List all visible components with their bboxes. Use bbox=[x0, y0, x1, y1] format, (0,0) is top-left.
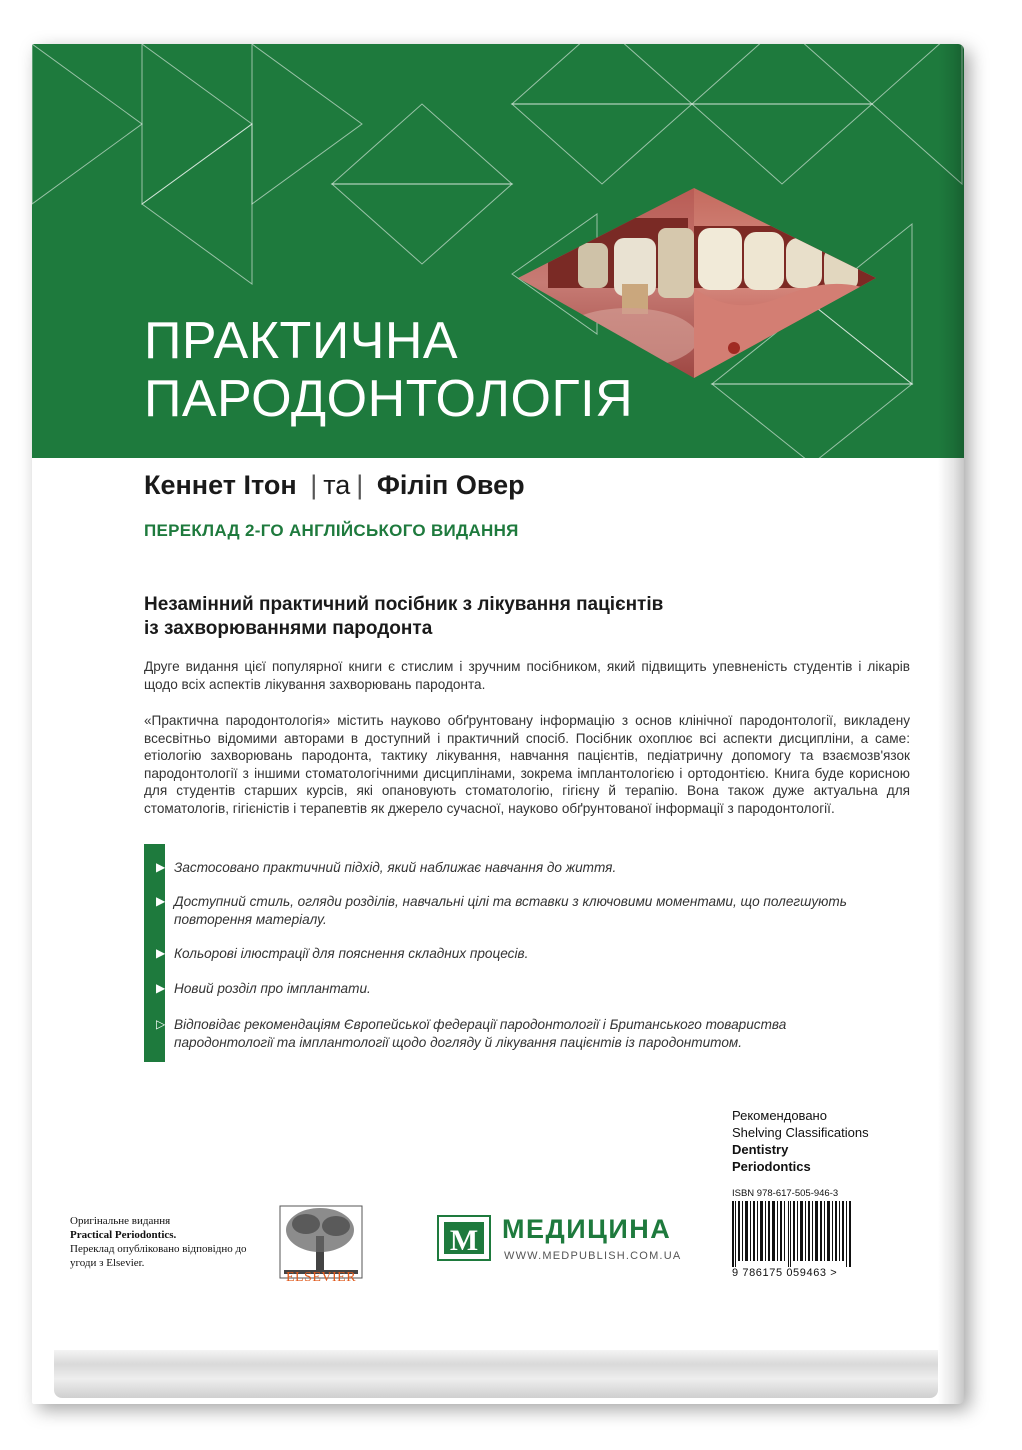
elsevier-name: ELSEVIER bbox=[285, 1270, 357, 1285]
barcode-digits: 9 786175 059463 > bbox=[732, 1267, 838, 1279]
medytsyna-logo-icon bbox=[436, 1212, 492, 1264]
feature-text: Застосовано практичний підхід, який наближає навчання до життя. bbox=[174, 860, 617, 875]
svg-text:M: M bbox=[449, 1224, 479, 1257]
headline-line-2: із захворюваннями пародонта bbox=[144, 618, 433, 639]
isbn-label: ISBN 978-617-505-946-3 bbox=[732, 1188, 839, 1199]
feature-text: Доступний стиль, огляди розділів, навчальні цілі та вставки з ключовими моментами, що полегшують повторення матеріалу. bbox=[174, 894, 847, 927]
shelving-classifications bbox=[732, 1107, 869, 1175]
gum-photo-2 bbox=[694, 188, 876, 378]
arrow-icon: ▶ bbox=[156, 860, 166, 874]
paragraph-2: «Практична пародонтологія» містить науково обґрунтовану інформацію з основ клінічної пародонтології, викладену всесвітньо відомими авторами в доступний і практичний спосіб. Посібник охоплює всі аспекти дисципліни, а саме: етіологію захворювань пародонта, тактику лікування, навчання пацієнтів, педіатричну допомогу та взаємозв'язок пародонтології з іншими стоматологічними дисциплінами, зокрема імплантологією і ортодонтією. Книга буде корисною для студентів старших курсів, які опановують стоматологію, гігієну й терапію. Вона також дуже актуальна для стоматологів, гігієністів і терапевтів як джерело сучасної, науково обґрунтованої інформації з пародонтології. bbox=[144, 713, 910, 816]
edition-subtitle: ПЕРЕКЛАД 2-ГО АНГЛІЙСЬКОГО ВИДАННЯ bbox=[144, 521, 519, 540]
feature-text: Новий розділ про імплантати. bbox=[174, 981, 371, 996]
orig-line-3: Переклад опубліковано відповідно до угоди з Elsevier. bbox=[70, 1243, 247, 1269]
feature-text: Відповідає рекомендаціям Європейської федерації пародонтології і Британського товариства пародонтології та імплантології щодо догляду й лікування пацієнтів із пародонтитом. bbox=[174, 1017, 787, 1050]
headline-line-1: Незамінний практичний посібник з лікування пацієнтів bbox=[144, 594, 664, 615]
publisher-url: WWW.MEDPUBLISH.COM.UA bbox=[504, 1250, 682, 1262]
title-line-1: ПРАКТИЧНА bbox=[144, 312, 459, 370]
shelving-line-4: Periodontics bbox=[732, 1159, 811, 1174]
author-separator: | bbox=[310, 470, 318, 500]
publisher-name: МЕДИЦИНА bbox=[502, 1214, 672, 1244]
arrow-icon: ▷ bbox=[156, 1017, 166, 1031]
arrow-icon: ▶ bbox=[156, 894, 166, 908]
title-line-2: ПАРОДОНТОЛОГІЯ bbox=[144, 370, 634, 428]
barcode bbox=[732, 1201, 852, 1267]
author-separator-2: | bbox=[356, 470, 364, 500]
author-2: Філіп Овер bbox=[376, 470, 525, 500]
paragraph-1: Друге видання цієї популярної книги є стислим і зручним посібником, який підвищить упевненість студентів і лікарів щодо всіх аспектів лікування захворювань пародонта. bbox=[144, 659, 910, 692]
description-headline bbox=[144, 593, 844, 641]
shelving-line-3: Dentistry bbox=[732, 1142, 789, 1157]
green-header bbox=[32, 44, 964, 458]
author-1: Кеннет Ітон bbox=[144, 470, 297, 500]
arrow-icon: ▶ bbox=[156, 981, 166, 995]
authors bbox=[144, 470, 525, 501]
arrow-icon: ▶ bbox=[156, 946, 166, 960]
original-edition-note bbox=[70, 1214, 250, 1270]
orig-line-2: Practical Periodontics. bbox=[70, 1229, 177, 1241]
shelving-line-1: Рекомендовано bbox=[732, 1108, 827, 1123]
shelving-line-2: Shelving Classifications bbox=[732, 1125, 869, 1140]
orig-line-1: Оригінальне видання bbox=[70, 1215, 171, 1227]
book-title bbox=[144, 312, 633, 428]
book-cover bbox=[32, 44, 964, 1404]
author-and: та bbox=[323, 470, 351, 500]
feature-text: Кольорові ілюстрації для пояснення складних процесів. bbox=[174, 946, 529, 961]
page-edge-bottom bbox=[54, 1350, 938, 1398]
